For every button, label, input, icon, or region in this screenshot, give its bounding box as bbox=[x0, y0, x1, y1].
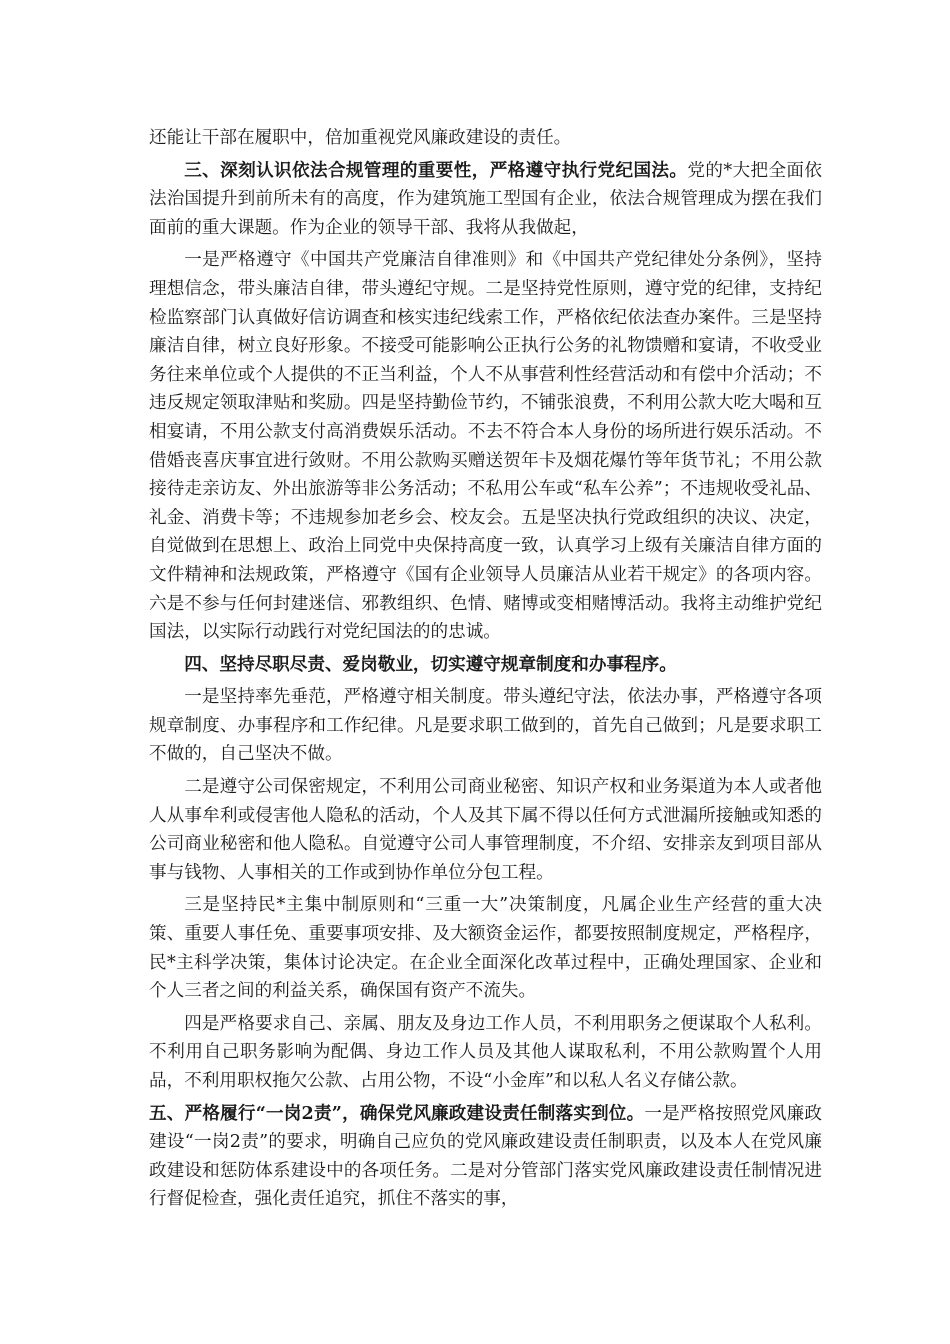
paragraph-2 bbox=[149, 157, 822, 243]
paragraph-3-text: 一是严格遵守《中国共产党廉洁自律准则》和《中国共产党纪律处分条例》，坚持理想信念，带头廉洁自律，带头遵纪守规。二是坚持党性原则，遵守党的纪律，支持纪检监察部门认真做好信访调查和核实违纪线索工作，严格依纪依法查办案件。三是坚持廉洁自律，树立良好形象。不接受可能影响公正执行公务的礼物馈赠和宴请，不收受业务往来单位或个人提供的不正当利益，个人不从事营利性经营活动和有偿中介活动；不违反规定领取津贴和奖励。四是坚持勤俭节约，不铺张浪费，不利用公款大吃大喝和互相宴请，不用公款支付高消费娱乐活动。不去不符合本人身份的场所进行娱乐活动。不借婚丧喜庆事宜进行敛财。不用公款购买赠送贺年卡及烟花爆竹等年货节礼；不用公款接待走亲访友、外出旅游等非公务活动；不私用公车或“私车公养”；不违规收受礼品、礼金、消费卡等；不违规参加老乡会、校友会。五是坚决执行党政组织的决议、决定，自觉做到在思想上、政治上同党中央保持高度一致，认真学习上级有关廉洁自律方面的文件精神和法规政策，严格遵守《国有企业领导人员廉洁从业若干规定》的各项内容。六是不参与任何封建迷信、邪教组织、色情、赌博或变相赌博活动。我将主动维护党纪国法，以实际行动践行对党纪国法的的忠诚。 bbox=[149, 250, 822, 643]
paragraph-1 bbox=[149, 124, 822, 153]
section-5-heading: 五、严格履行“一岗2责”，确保党风廉政建设责任制落实到位。 bbox=[149, 1102, 645, 1124]
paragraph-7 bbox=[149, 891, 822, 1005]
section-4-heading: 四、坚持尽职尽责、爱岗敬业，切实遵守规章制度和办事程序。 bbox=[184, 653, 677, 675]
document-body bbox=[149, 124, 822, 1218]
paragraph-8-text: 四是严格要求自己、亲属、朋友及身边工作人员，不利用职务之便谋取个人私利。不利用自己职务影响为配偶、身边工作人员及其他人谋取私利，不用公款购置个人用品，不利用职权拖欠公款、占用公物，不设“小金库”和以私人名义存储公款。 bbox=[149, 1013, 822, 1091]
section-3-heading: 三、深刻认识依法合规管理的重要性，严格遵守执行党纪国法。 bbox=[184, 159, 688, 181]
paragraph-5 bbox=[149, 683, 822, 769]
paragraph-8 bbox=[149, 1010, 822, 1096]
paragraph-9 bbox=[149, 1100, 822, 1214]
paragraph-4 bbox=[149, 651, 822, 680]
paragraph-2-text: 党的*大把全面依法治国提升到前所未有的高度，作为建筑施工型国有企业，依法合规管理成为摆在我们面前的重大课题。作为企业的领导干部、我将从我做起， bbox=[149, 160, 822, 238]
paragraph-3 bbox=[149, 246, 822, 646]
paragraph-6-text: 二是遵守公司保密规定，不利用公司商业秘密、知识产权和业务渠道为本人或者他人从事牟利或侵害他人隐私的活动，个人及其下属不得以任何方式泄漏所接触或知悉的公司商业秘密和他人隐私。自觉遵守公司人事管理制度，不介绍、安排亲友到项目部从事与钱物、人事相关的工作或到协作单位分包工程。 bbox=[149, 777, 822, 883]
paragraph-5-text: 一是坚持率先垂范，严格遵守相关制度。带头遵纪守法，依法办事，严格遵守各项规章制度、办事程序和工作纪律。凡是要求职工做到的，首先自己做到；凡是要求职工不做的，自己坚决不做。 bbox=[149, 687, 822, 765]
paragraph-1-text: 还能让干部在履职中，倍加重视党风廉政建设的责任。 bbox=[149, 128, 572, 148]
paragraph-6 bbox=[149, 773, 822, 887]
paragraph-9-text: 一是严格按照党风廉政建设“一岗2责”的要求，明确自己应负的党风廉政建设责任制职责，以及本人在党风廉政建设和惩防体系建设中的各项任务。二是对分管部门落实党风廉政建设责任制情况进行督促检查，强化责任追究，抓住不落实的事， bbox=[149, 1103, 822, 1210]
paragraph-7-text: 三是坚持民*主集中制原则和“三重一大”决策制度，凡属企业生产经营的重大决策、重要人事任免、重要事项安排、及大额资金运作，都要按照制度规定，严格程序，民*主科学决策，集体讨论决定。在企业全面深化改革过程中，正确处理国家、企业和个人三者之间的利益关系，确保国有资产不流失。 bbox=[149, 895, 822, 1002]
